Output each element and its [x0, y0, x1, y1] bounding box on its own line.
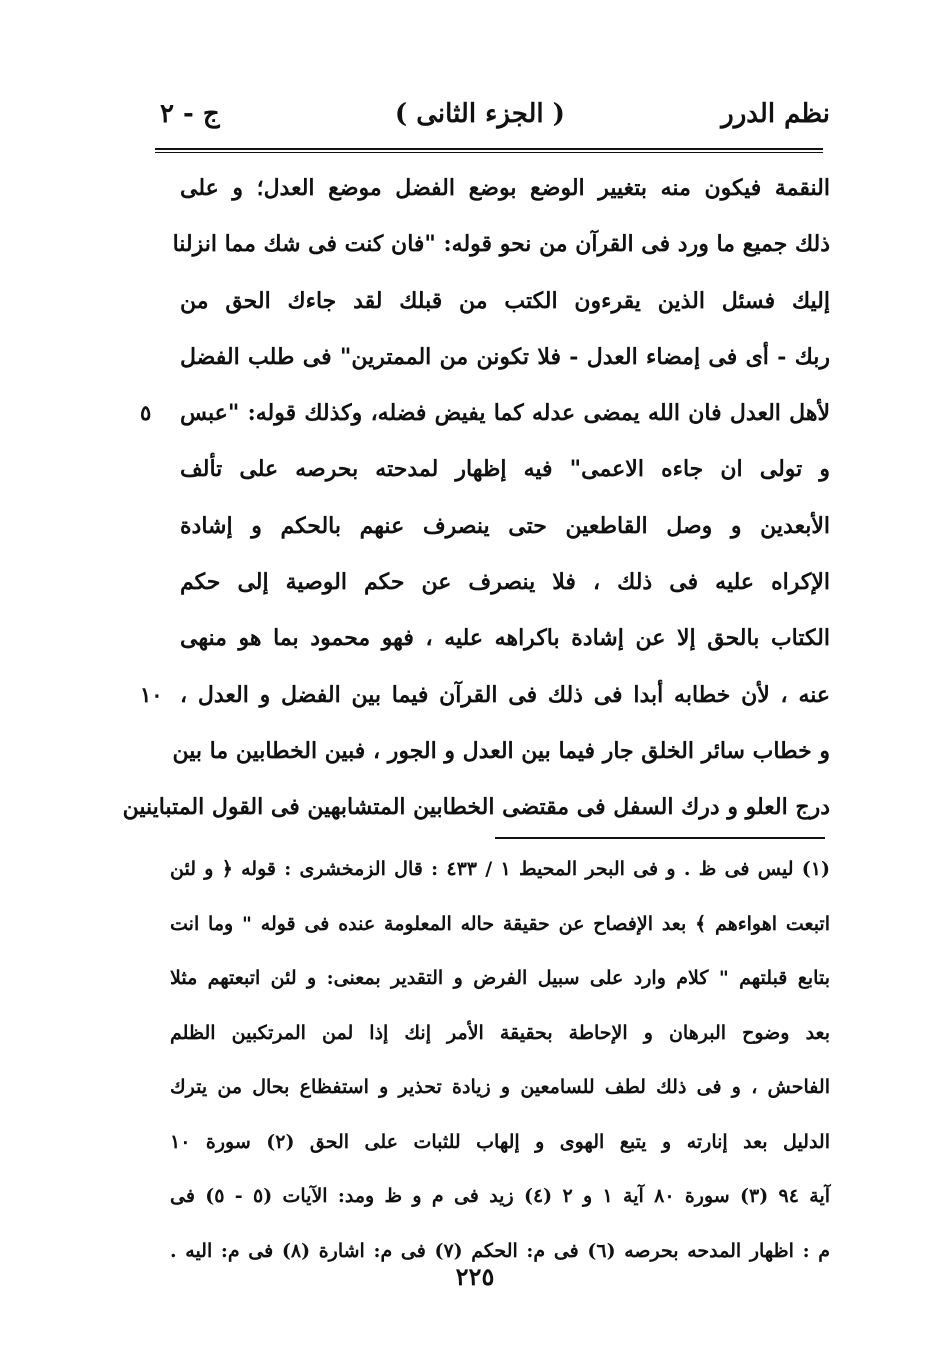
text-line-content: الكتاب بالحق إلا عن إشادة باكراهه عليه ، فهو محمود بما هو منهى: [180, 625, 830, 652]
text-line-content: ربك - أى فى إمضاء العدل - فلا تكونن من الممترين" فى طلب الفضل: [180, 343, 830, 370]
text-line-content: درج العلو و درك السفل فى مقتضى الخطابين المتشابهين فى القول المتباينين: [122, 794, 830, 821]
text-line: [140, 216, 830, 272]
text-line-content: الأبعدين و وصل القاطعين حتى ينصرف عنهم بالحكم و إشادة: [180, 512, 830, 539]
text-line-content: و خطاب سائر الخلق جار فيما بين العدل و الجور ، فبين الخطابين ما بين: [172, 737, 830, 764]
line-number: ١٠: [140, 681, 163, 707]
text-line: [122, 779, 830, 835]
text-line-content: الإكراه عليه فى ذلك ، فلا ينصرف عن حكم الوصية إلى حكم: [180, 569, 830, 596]
text-line: [140, 610, 830, 666]
text-line-content: و تولى ان جاءه الاعمى" فيه إظهار لمدحته بحرصه على تألف: [180, 456, 830, 483]
part-title: ( الجزء الثانى ): [394, 99, 565, 129]
text-line: [140, 441, 830, 497]
header-divider: [155, 148, 823, 153]
footnote-divider: [495, 837, 825, 839]
line-number: ٥: [140, 400, 152, 426]
footnote-line: الفاحش ، و فى ذلك لطف للسامعين و زيادة تحذير و استفظاع بحال من يترك: [170, 1076, 830, 1098]
text-line: [140, 329, 830, 385]
page-number: ٢٢٥: [455, 1262, 495, 1291]
footnote-line: الدليل بعد إنارته و يتبع الهوى و إلهاب للثبات على الحق (٢) سورة ١٠: [170, 1130, 831, 1153]
text-line-content: ذلك جميع ما ورد فى القرآن من نحو قوله: "فان كنت فى شك مما انزلنا: [172, 231, 830, 258]
text-line: [140, 385, 830, 441]
text-line: [140, 273, 830, 329]
footnote-line: م : اظهار المدحه بحرصه (٦) فى م: الحكم (٧) فى م: اشارة (٨) فى م: اليه .: [170, 1239, 830, 1262]
book-title: نظم الدرر: [721, 99, 830, 129]
text-line: [140, 723, 830, 779]
text-line: [140, 554, 830, 610]
footnote-line: بعد وضوح البرهان و الإحاطة بحقيقة الأمر إنك إذا لمن المرتكبين الظلم: [170, 1021, 830, 1044]
text-line: [140, 498, 830, 554]
running-header: [150, 95, 830, 139]
text-line-content: إليك فسئل الذين يقرءون الكتب من قبلك لقد جاءك الحق من: [180, 287, 830, 314]
text-line: [140, 160, 830, 216]
text-line-content: عنه ، لأن خطابه أبدا فى ذلك فى القرآن فيما بين الفضل و العدل ،: [180, 681, 830, 708]
footnote-line: آية ٩٤ (٣) سورة ٨٠ آية ١ و ٢ (٤) زيد فى م و ظ ومد: الآيات (٥ - ٥) فى: [170, 1185, 831, 1207]
footnote-line: (١) ليس فى ظ . و فى البحر المحيط ١ / ٤٣٣ : قال الزمخشرى : قوله ﴿ و لئن: [170, 858, 831, 880]
footnotes-block: [170, 842, 830, 1278]
text-line-content: النقمة فيكون منه بتغيير الوضع بوضع الفضل موضع العدل؛ و على: [180, 175, 830, 201]
footnote-line: بتابع قبلتهم " كلام وارد على سبيل الفرض و التقدير بمعنى: و لئن اتبعتهم مثلا: [170, 967, 830, 989]
volume-label: ج - ٢: [160, 99, 220, 129]
text-line-content: لأهل العدل فان الله يمضى عدله كما يفيض فضله، وكذلك قوله: "عبس: [180, 400, 830, 427]
footnote-line: اتبعت اهواءهم ﴾ بعد الإفصاح عن حقيقة حاله المعلومة عنده فى قوله " وما انت: [170, 912, 830, 935]
main-text-block: [122, 160, 830, 836]
text-line: [140, 667, 830, 723]
